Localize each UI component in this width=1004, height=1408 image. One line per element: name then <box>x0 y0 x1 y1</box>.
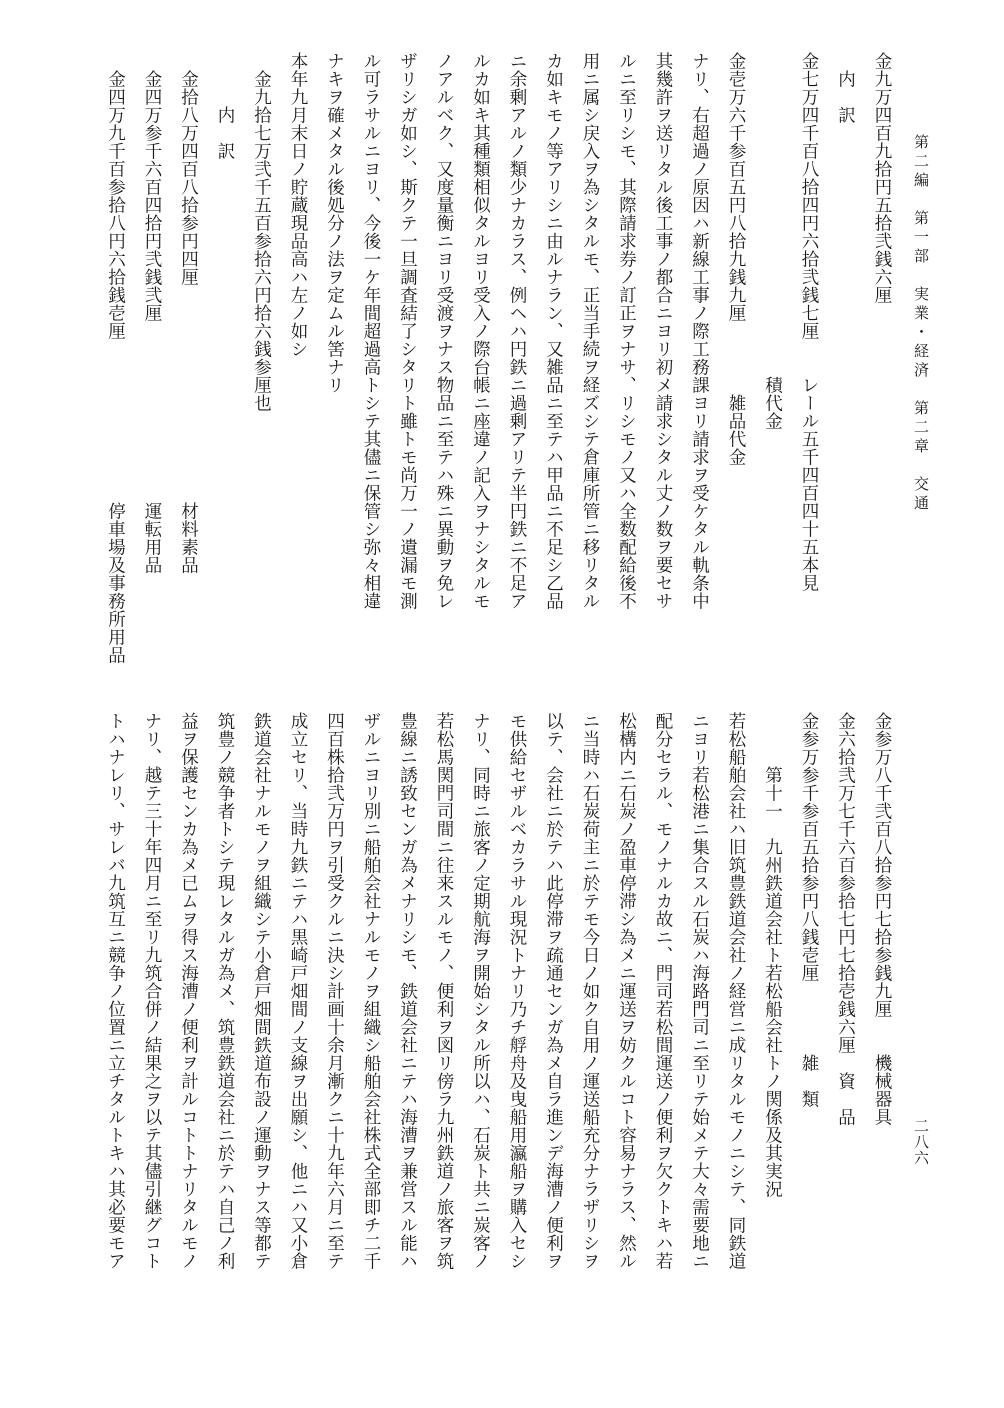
text-column: 金拾八万四百八拾参円四厘 材料素品 <box>178 52 199 574</box>
text-column: 金九拾七万弐千五百参拾六円拾六銭参厘也 <box>251 52 272 412</box>
text-column: ニ余剰アルノ類少ナカラス、例ヘハ円鉄ニ過剰アリテ半円鉄ニ不足ア <box>507 52 527 610</box>
text-column: ナリ、越テ三十年四月ニ至リ九筑合併ノ結果之ヲ以テ其儘引継グコト <box>142 712 162 1270</box>
text-column: 金七万四千百八拾四円六拾弐銭七厘 レール五千四百四十五本見 <box>799 52 819 592</box>
text-column: ナリ、右超過ノ原因ハ新線工事ノ際工務課ヨリ請求ヲ受ケタル軌条中 <box>689 52 710 610</box>
text-column: 用ニ属シ戻入ヲ為シタルモ、正当手続ヲ経ズシテ倉庫所管ニ移リタル <box>580 52 600 610</box>
text-column: ナリ、同時ニ旅客ノ定期航海ヲ開始シタル所以ハ、石炭ト共ニ炭客ノ <box>470 712 491 1270</box>
text-column: 内 訳 <box>835 52 856 124</box>
text-column: 金参万八千弐百八拾参円七拾参銭九厘 機械器具 <box>872 712 892 1126</box>
text-column: 配分セラル、モノナルカ故ニ、門司若松間運送ノ便利ヲ欠クトキハ若 <box>653 712 673 1270</box>
text-column: 豊線ニ誘致センガ為メナリシモ、鉄道会社ニテハ海漕ヲ兼営スル能ハ <box>397 712 418 1270</box>
text-column: 積代金 <box>762 52 783 430</box>
text-column: 筑豊ノ競争者トシテ現レタルガ為メ、筑豊鉄道会社ニ於テハ自己ノ利 <box>215 712 235 1270</box>
text-column: 若松船舶会社ハ旧筑豊鉄道会社ノ経営ニ成リタルモノニシテ、同鉄道 <box>726 712 746 1270</box>
text-column: 若松馬関門司間ニ往来スルモノ、便利ヲ図リ傍ラ九州鉄道ノ旅客ヲ筑 <box>434 712 454 1270</box>
text-column: 松構内ニ石炭ノ盈車停滞シ為メニ運送ヲ妨クルコト容易ナラス、然ル <box>616 712 637 1270</box>
text-column: 内 訳 <box>215 52 235 160</box>
text-column: ザリシガ如シ、斯クテ一旦調査結了シタリト雖トモ尚万一ノ遺漏モ測 <box>397 52 418 610</box>
text-column: 成立セリ、当時九鉄ニテハ黒崎戸畑間ノ支線ヲ出願シ、他ニハ又小倉 <box>288 712 308 1270</box>
text-column: 鉄道会社ナルモノヲ組織シテ小倉戸畑間鉄道布設ノ運動ヲナス等都テ <box>251 712 272 1270</box>
text-column: ザルニヨリ別ニ船舶会社ナルモノヲ組織シ船舶会社株式全部即チ二千 <box>361 712 381 1270</box>
text-column: 第十一 九州鉄道会社ト若松船会社トノ関係及其実況 <box>762 712 783 1198</box>
text-column: カ如キモノ等アリシニ由ルナラン、又雑品ニ至テハ甲品ニ不足シ乙品 <box>543 52 564 610</box>
text-column: ノアルベク、又度量衡ニヨリ受渡ヲナス物品ニ至テハ殊ニ異動ヲ免レ <box>434 52 454 610</box>
text-column: 金九万四百九拾円五拾弐銭六厘 <box>872 52 892 304</box>
text-column: ル可ラサルニヨリ、今後一ケ年間超過高トシテ其儘ニ保管シ弥々相違 <box>361 52 381 610</box>
text-column: ナキヲ確メタル後処分ノ法ヲ定ムル筈ナリ <box>324 52 345 394</box>
text-column: 金四万参千六百四拾円弐銭弐厘 運転用品 <box>142 52 162 574</box>
text-column: ニヨリ若松港ニ集合スル石炭ハ海路門司ニ至リテ始メテ大々需要地ニ <box>689 712 710 1270</box>
text-column: トハナレリ、サレバ九筑互ニ競争ノ位置ニ立チタルトキハ其必要モア <box>105 712 126 1270</box>
text-column: 四百株拾弐万円ヲ引受クルニ決シ計画十余月漸クニ十九年六月ニ至テ <box>324 712 345 1270</box>
text-column: 金四万九千百参拾八円六拾銭壱厘 停車場及事務所用品 <box>105 52 126 664</box>
page-number: 二八六 <box>912 1118 930 1166</box>
text-column: 金参万参千参百五拾参円八銭壱厘 雑 類 <box>799 712 819 1108</box>
text-column: 益ヲ保護センカ為メ已ムヲ得ス海漕ノ便利ヲ計ルコトトナリタルモノ <box>178 712 199 1270</box>
text-column: ルニ至リシモ、其際請求券ノ訂正ヲナサ、リシモノ又ハ全数配給後不 <box>616 52 637 610</box>
text-column: ニ当時ハ石炭荷主ニ於テモ今日ノ如ク自用ノ運送船充分ナラザリシヲ <box>580 712 600 1270</box>
text-column: 其幾許ヲ送リタル後工事ノ都合ニヨリ初メ請求シタル丈ノ数ヲ要セサ <box>653 52 673 610</box>
text-column: ルカ如キ其種類相似タルヨリ受入ノ際台帳ニ座違ノ記入ヲナシタルモ <box>470 52 491 610</box>
text-column: 本年九月末日ノ貯蔵現品高ハ左ノ如シ <box>288 52 308 358</box>
text-column: 金壱万六千参百五円八拾九銭九厘 雑品代金 <box>726 52 746 466</box>
running-header: 第二編 第一部 実業・経済 第二章 交通 <box>912 134 930 514</box>
text-column: 金六拾弐万七千六百参拾七円七拾壱銭六厘 資 品 <box>835 712 856 1126</box>
text-column: モ供給セザルベカラサル現況トナリ乃チ艀舟及曳船用瀛船ヲ購入セシ <box>507 712 527 1270</box>
text-column: 以テ、会社ニ於テハ此停滞ヲ疏通センガ為メ自ラ進ンデ海漕ノ便利ヲ <box>543 712 564 1270</box>
